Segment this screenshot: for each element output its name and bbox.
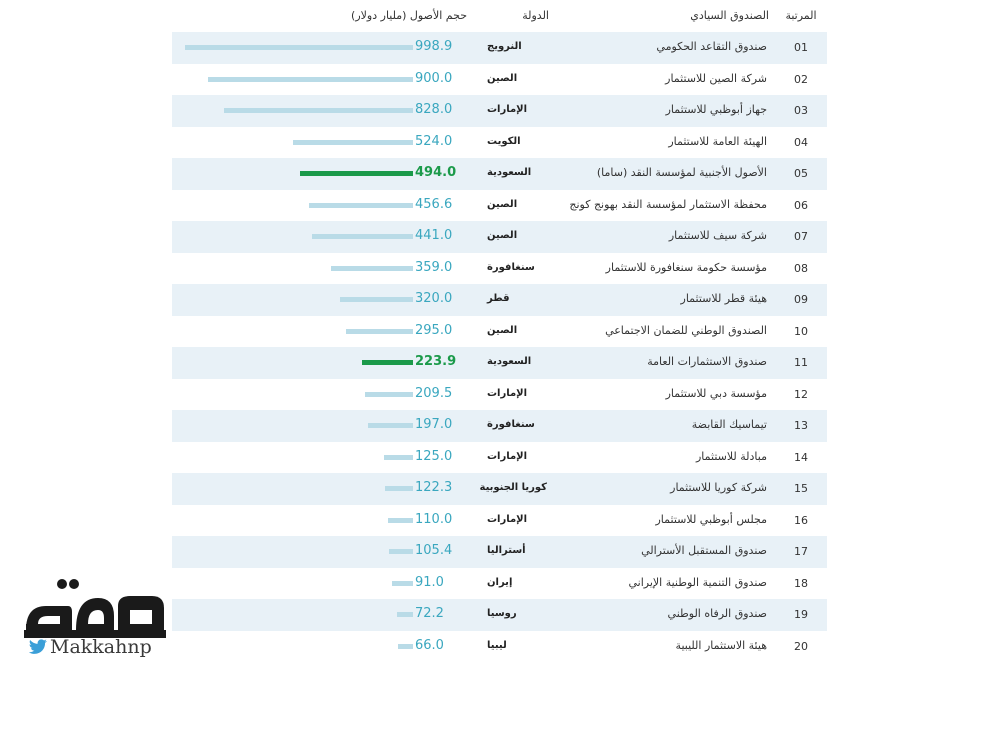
table-row [172, 64, 827, 96]
value-label: 900.0 [415, 70, 453, 86]
table-row [172, 316, 827, 348]
header-country: الدولة [522, 9, 549, 22]
value-bar [392, 581, 413, 586]
sovereign-funds-table [172, 0, 827, 662]
fund-name-cell: مبادلة للاستثمار [695, 449, 767, 463]
fund-name-cell: مؤسسة دبي للاستثمار [665, 386, 767, 400]
table-row [172, 253, 827, 285]
table-row [172, 536, 827, 568]
value-bar [388, 518, 413, 523]
value-label: 197.0 [415, 417, 453, 432]
country-cell: النرويج [487, 41, 522, 52]
fund-name-cell: شركة سيف للاستثمار [668, 229, 767, 242]
value-label: 223.9 [415, 354, 457, 369]
rank-cell: 19 [794, 608, 808, 621]
value-bar [384, 455, 413, 460]
header-fund: الصندوق السيادي [690, 9, 769, 22]
logo-twitter-handle [28, 636, 152, 658]
value-label: 209.5 [415, 385, 453, 401]
rank-cell: 09 [794, 293, 808, 306]
rank-cell: 11 [794, 356, 808, 369]
fund-name-cell: مجلس أبوظبي للاستثمار [655, 512, 767, 526]
rank-cell: 08 [794, 261, 808, 275]
table-row [172, 284, 827, 316]
rank-cell: 14 [794, 450, 808, 464]
rank-cell: 06 [794, 198, 808, 212]
value-label: 91.0 [415, 574, 444, 590]
rank-cell: 15 [794, 482, 808, 495]
value-label: 295.0 [415, 322, 453, 338]
country-cell: الإمارات [487, 104, 528, 115]
value-label: 72.2 [415, 606, 444, 621]
rank-cell: 04 [794, 135, 808, 149]
country-cell: الصين [487, 198, 518, 210]
country-cell: كوريا الجنوبية [479, 482, 547, 493]
country-cell: السعودية [487, 356, 532, 367]
logo-handle-text: Makkahnp [50, 636, 152, 658]
table-row [172, 505, 827, 537]
country-cell: الكويت [487, 135, 521, 147]
twitter-bird-icon [28, 639, 48, 655]
country-cell: الصين [487, 230, 518, 241]
value-bar [224, 108, 413, 113]
table-row [172, 473, 827, 505]
value-label: 125.0 [415, 448, 453, 464]
table-row [172, 568, 827, 600]
country-cell: الصين [487, 72, 518, 84]
value-bar [365, 392, 413, 397]
value-label: 320.0 [415, 291, 453, 306]
value-bar [389, 549, 413, 554]
table-row [172, 95, 827, 127]
fund-name-cell: هيئة الاستثمار الليبية [675, 638, 767, 652]
rank-cell: 07 [794, 230, 808, 243]
value-bar [309, 203, 413, 208]
value-bar [397, 612, 413, 617]
value-label: 828.0 [415, 102, 453, 117]
table-row [172, 442, 827, 474]
value-bar [312, 234, 413, 239]
value-label: 456.6 [415, 196, 453, 212]
fund-name-cell: الصندوق الوطني للضمان الاجتماعي [605, 323, 767, 337]
rank-cell: 02 [794, 72, 808, 86]
fund-name-cell: محفظة الاستثمار لمؤسسة النقد بهونج كونج [569, 197, 767, 211]
value-bar [398, 644, 413, 649]
value-bar [331, 266, 413, 271]
fund-name-cell: الهيئة العامة للاستثمار [668, 134, 767, 148]
rank-cell: 18 [794, 576, 808, 590]
rank-cell: 12 [794, 387, 808, 401]
fund-name-cell: صندوق الاستثمارات العامة [647, 355, 767, 368]
fund-name-cell: جهاز أبوظبي للاستثمار [665, 103, 767, 116]
fund-name-cell: صندوق المستقبل الأسترالي [641, 544, 767, 557]
rank-cell: 13 [794, 419, 808, 432]
table-header [172, 0, 827, 32]
country-cell: أستراليا [487, 545, 526, 556]
country-cell: قطر [487, 293, 510, 304]
value-bar [340, 297, 413, 302]
country-cell: الإمارات [487, 513, 528, 525]
value-bar [208, 77, 413, 82]
table-row [172, 32, 827, 64]
rank-cell: 17 [794, 545, 808, 558]
table-row [172, 158, 827, 190]
table-row [172, 127, 827, 159]
rank-cell: 01 [794, 41, 808, 54]
fund-name-cell: صندوق التقاعد الحكومي [656, 40, 767, 53]
country-cell: روسيا [487, 608, 517, 619]
fund-name-cell: شركة كوريا للاستثمار [670, 481, 767, 494]
value-label: 105.4 [415, 543, 453, 558]
value-label: 66.0 [415, 637, 444, 653]
value-bar [185, 45, 413, 50]
table-row [172, 190, 827, 222]
value-bar [368, 423, 413, 428]
rank-cell: 05 [794, 167, 808, 180]
rank-cell: 03 [794, 104, 808, 117]
country-cell: سنغافورة [487, 419, 535, 430]
value-bar [300, 171, 413, 176]
table-row [172, 631, 827, 663]
value-label: 441.0 [415, 228, 453, 243]
value-label: 110.0 [415, 511, 453, 527]
value-label: 998.9 [415, 39, 453, 54]
header-rank: المرتبة [785, 9, 817, 22]
country-cell: ليبيا [487, 639, 507, 651]
rank-cell: 20 [794, 639, 808, 653]
table-row [172, 599, 827, 631]
country-cell: الإمارات [487, 387, 528, 399]
country-cell: الصين [487, 324, 518, 336]
rank-cell: 10 [794, 324, 808, 338]
value-label: 359.0 [415, 259, 453, 275]
table-body [172, 32, 827, 662]
table-row [172, 347, 827, 379]
value-label: 122.3 [415, 480, 453, 495]
table-row [172, 221, 827, 253]
fund-name-cell: مؤسسة حكومة سنغافورة للاستثمار [605, 260, 767, 274]
fund-name-cell: شركة الصين للاستثمار [665, 71, 767, 85]
value-bar [362, 360, 413, 365]
value-label: 494.0 [415, 165, 457, 180]
value-bar [385, 486, 413, 491]
country-cell: الإمارات [487, 450, 528, 462]
country-cell: إيران [487, 576, 513, 588]
fund-name-cell: صندوق التنمية الوطنية الإيراني [628, 575, 767, 589]
rank-cell: 16 [794, 513, 808, 527]
header-assets: حجم الأصول (مليار دولار) [351, 9, 467, 22]
country-cell: سنغافورة [487, 261, 535, 273]
table-row [172, 410, 827, 442]
table-row [172, 379, 827, 411]
fund-name-cell: تيماسيك القابضة [691, 418, 767, 431]
value-label: 524.0 [415, 133, 453, 149]
fund-name-cell: صندوق الرفاه الوطني [667, 607, 767, 620]
country-cell: السعودية [487, 167, 532, 178]
fund-name-cell: الأصول الأجنبية لمؤسسة النقد (ساما) [596, 166, 767, 179]
fund-name-cell: هيئة قطر للاستثمار [680, 292, 767, 305]
value-bar [293, 140, 413, 145]
value-bar [346, 329, 413, 334]
